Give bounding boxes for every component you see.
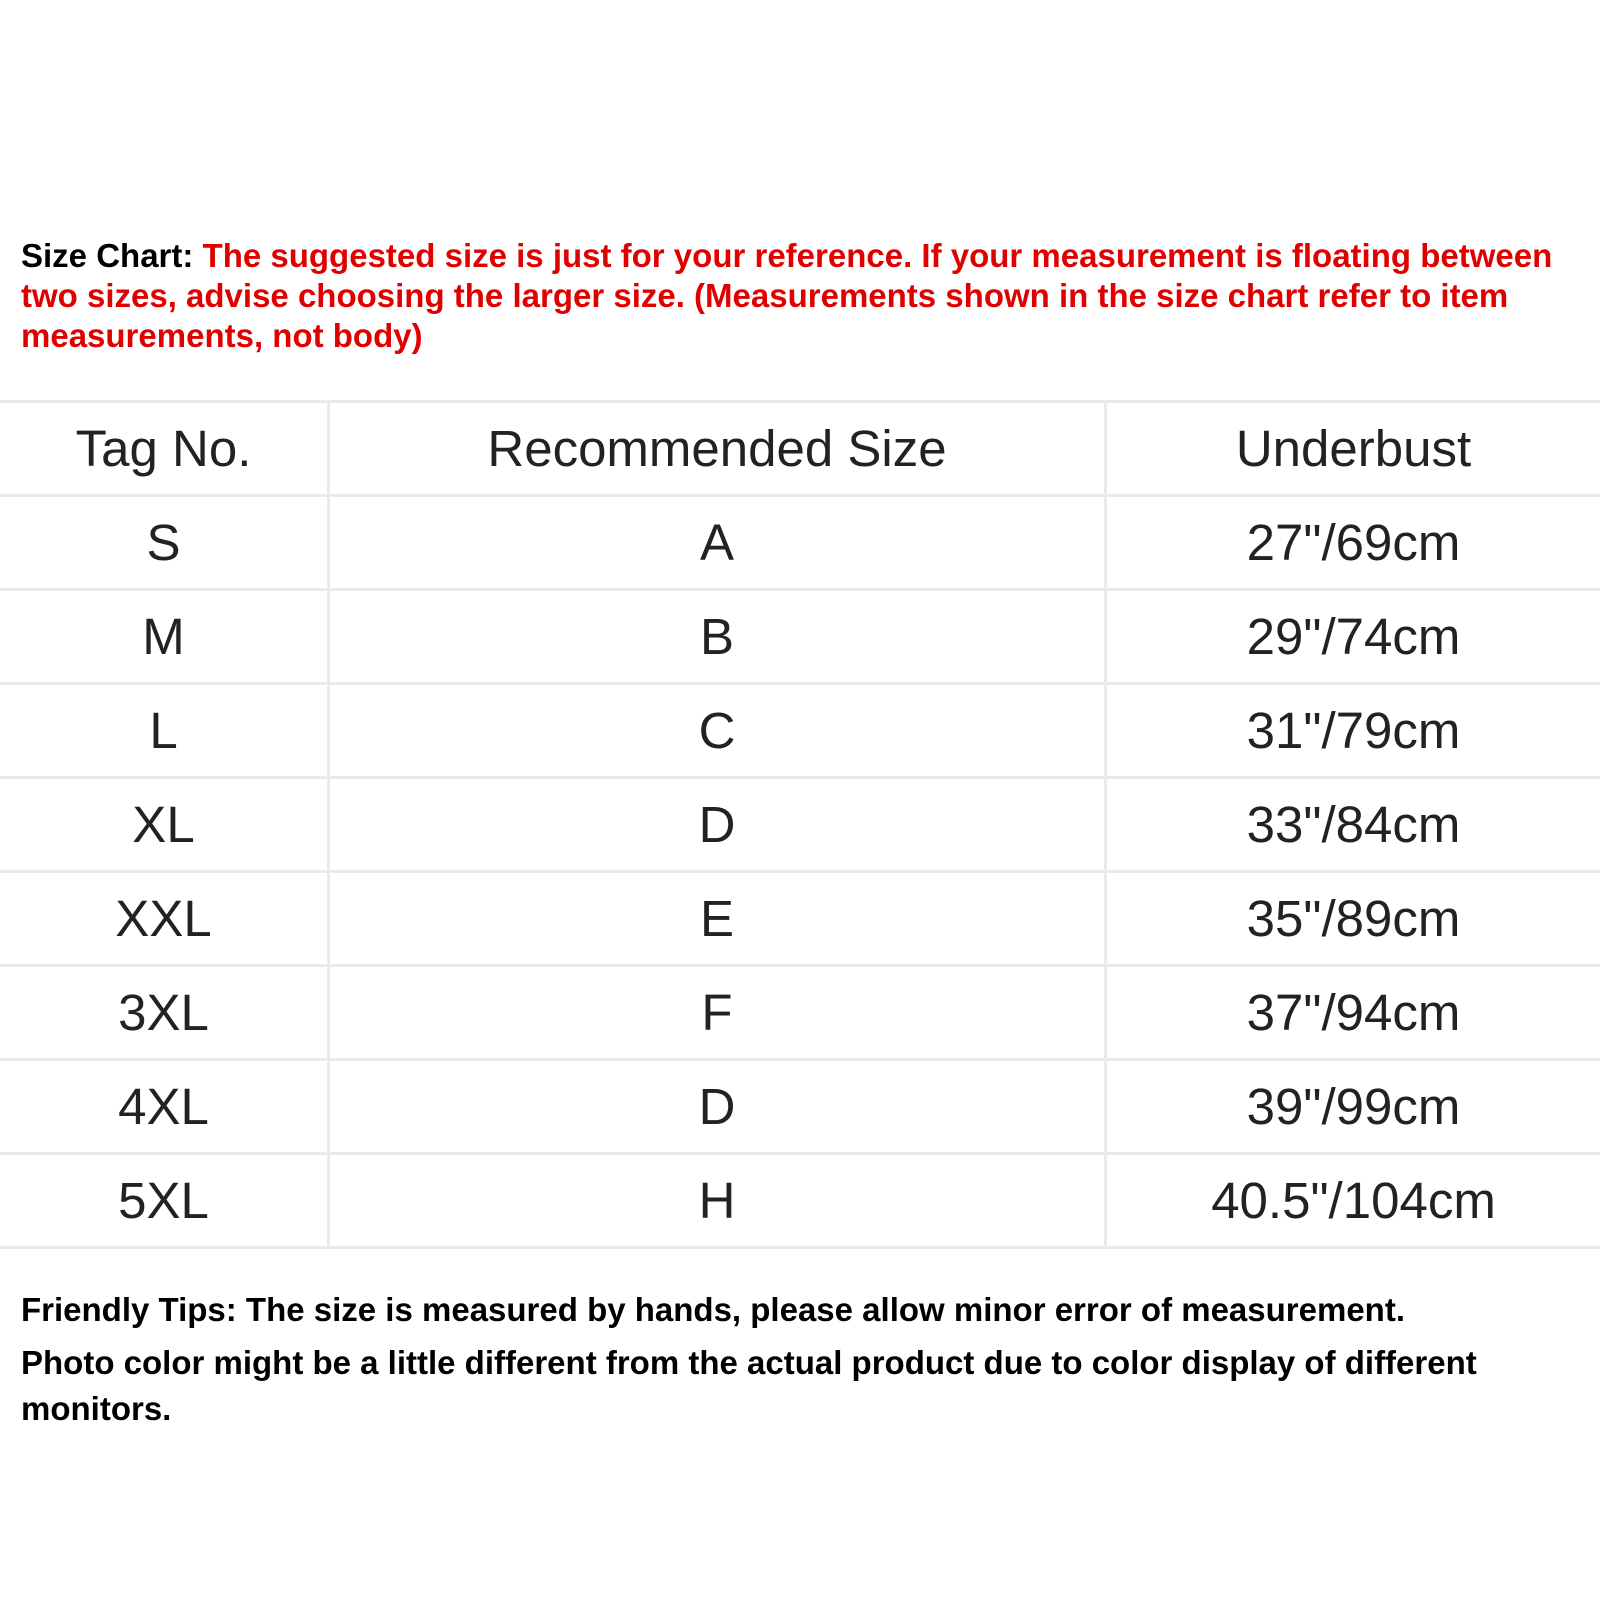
header-recommended-size: Recommended Size [329,402,1106,496]
friendly-tips [21,1290,1596,1430]
header-underbust: Underbust [1106,402,1600,496]
table-row [0,590,1600,684]
tips-line-2: Photo color might be a little different from the actual product due to color display of different monitors. [21,1344,1477,1427]
underbust-cell: 33"/84cm [1106,778,1600,872]
underbust-cell: 31"/79cm [1106,684,1600,778]
tag-no-cell: 3XL [0,966,329,1060]
recommended-size-cell: E [329,872,1106,966]
recommended-size-cell: C [329,684,1106,778]
underbust-cell: 39"/99cm [1106,1060,1600,1154]
table-row [0,1154,1600,1248]
recommended-size-cell: H [329,1154,1106,1248]
header-tag-no: Tag No. [0,402,329,496]
recommended-size-cell: D [329,1060,1106,1154]
recommended-size-cell: F [329,966,1106,1060]
table-row [0,496,1600,590]
tag-no-cell: XXL [0,872,329,966]
intro-text: The suggested size is just for your reference. If your measurement is floating between two sizes, advise choosing the larger size. (Measurements shown in the size chart refer to item measurements, not body) [21,237,1553,354]
table-row [0,778,1600,872]
recommended-size-cell: D [329,778,1106,872]
recommended-size-cell: A [329,496,1106,590]
table-row [0,1060,1600,1154]
tips-line-1: Friendly Tips: The size is measured by hands, please allow minor error of measurement. [21,1291,1405,1328]
table-row [0,966,1600,1060]
size-chart-intro [21,236,1581,354]
tag-no-cell: 5XL [0,1154,329,1248]
intro-label: Size Chart: [21,237,194,274]
table-header-row [0,402,1600,496]
table-row [0,684,1600,778]
underbust-cell: 40.5"/104cm [1106,1154,1600,1248]
tag-no-cell: L [0,684,329,778]
recommended-size-cell: B [329,590,1106,684]
table-row [0,872,1600,966]
tag-no-cell: XL [0,778,329,872]
underbust-cell: 27"/69cm [1106,496,1600,590]
tag-no-cell: M [0,590,329,684]
underbust-cell: 35"/89cm [1106,872,1600,966]
underbust-cell: 29"/74cm [1106,590,1600,684]
underbust-cell: 37"/94cm [1106,966,1600,1060]
tag-no-cell: 4XL [0,1060,329,1154]
tag-no-cell: S [0,496,329,590]
size-table [0,400,1600,1249]
